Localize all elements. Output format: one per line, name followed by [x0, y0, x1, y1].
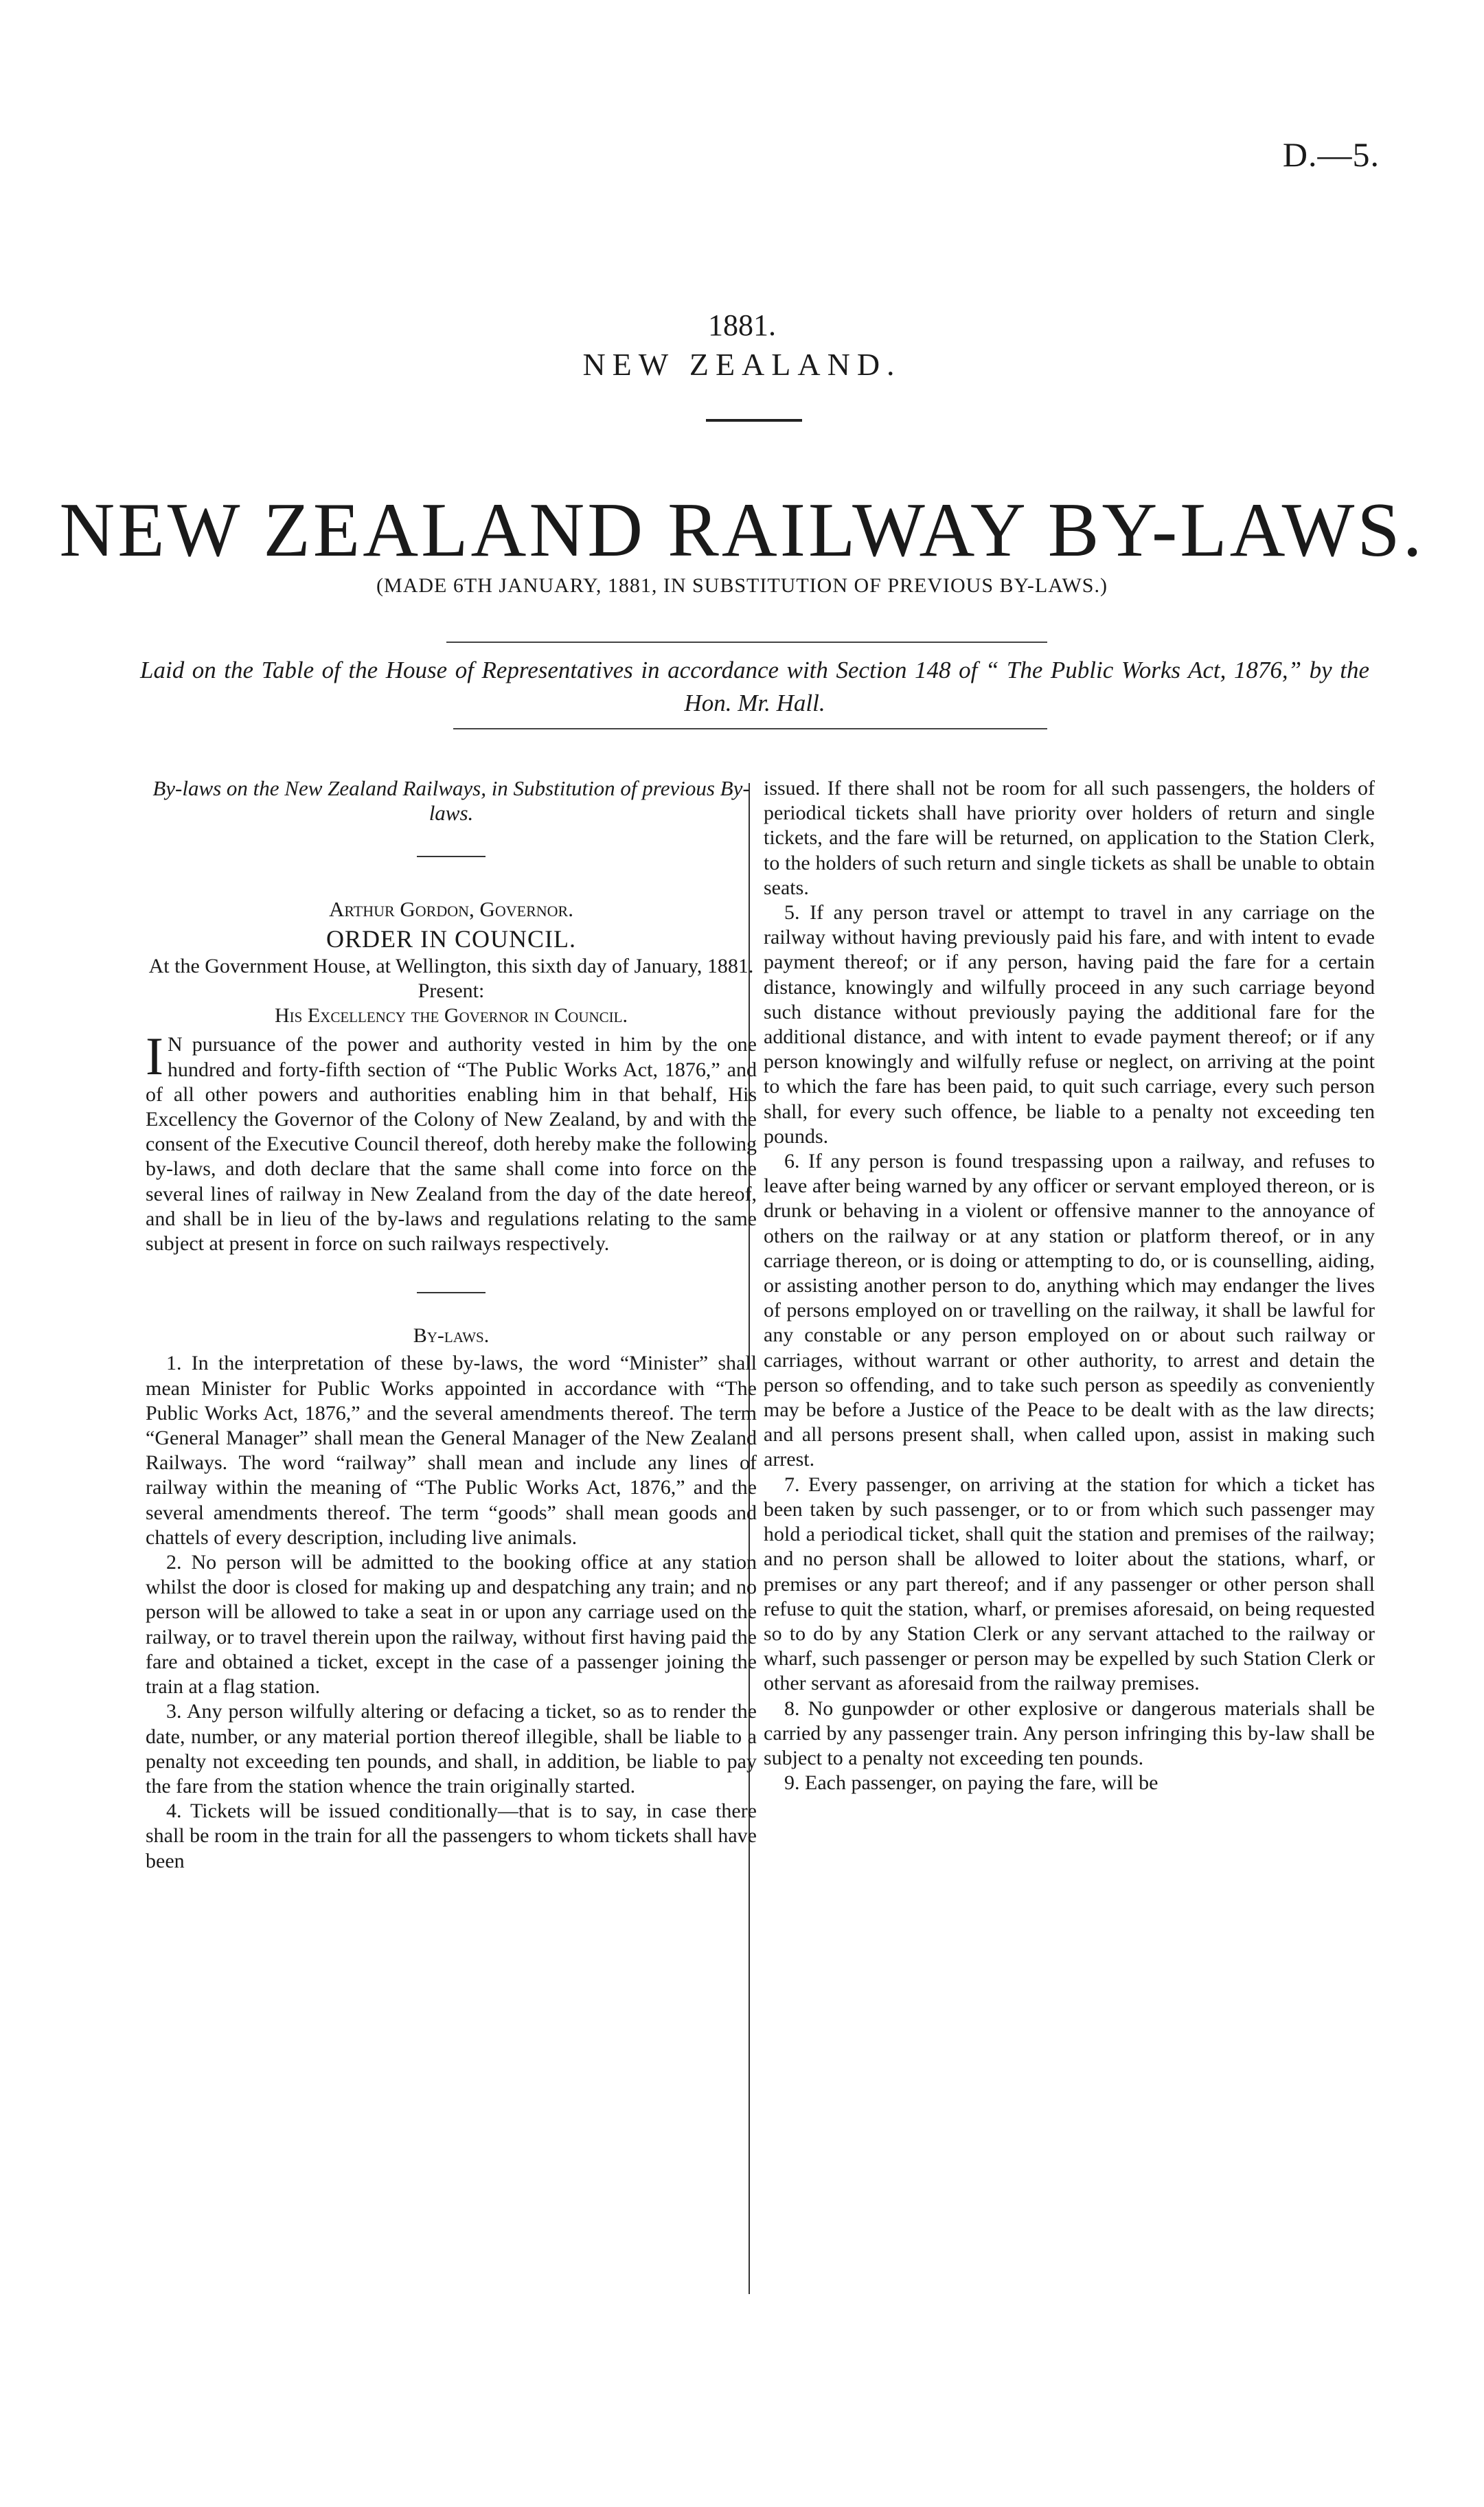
order-in-council-heading: ORDER IN COUNCIL.: [326, 924, 576, 953]
bylaws-heading: By-laws.: [413, 1324, 490, 1348]
short-rule: [417, 856, 486, 857]
document-title: NEW ZEALAND RAILWAY BY-LAWS.: [59, 488, 1425, 573]
bylaw-5: 5. If any person travel or attempt to travel in any carriage on the railway without having previously paid his fare, and with intent to evade payment thereof; or if any person, having paid the fare for a certain distance, knowingly and wilfully proceed in any such carriage beyond such distance without previously paying the additional fare for the additional distance, and with intent to evade payment thereof; or if any person knowingly and wilfully refuse or neglect, on arriving at the point to which the fare has been paid, to quit such carriage, every such person shall, for every such offence, be liable to a penalty not exceeding ten pounds.: [764, 901, 1375, 1148]
bylaw-9-start: 9. Each passenger, on paying the fare, will be: [784, 1771, 1158, 1795]
bylaw-4-continued: issued. If there shall not be room for all such passengers, the holders of periodical tickets shall have priority over holders of return and single tickets, and the fare will be returned, on application to the Station Clerk, to the holders of such return and single tickets as shall be unable to obtain seats.: [764, 777, 1375, 899]
section-divider: [417, 1292, 486, 1293]
bylaw-1: 1. In the interpretation of these by-laws, the word “Minister” shall mean Minister for Public Works appointed in accordance with “The Public Works Act, 1876,” and the several amendments thereof. The term “General Manager” shall mean the General Manager of the New Zealand Railways. The word “railway” shall mean and include any lines of railway within the meaning of “The Public Works Act, 1876,” and the several amendments thereof. The term “goods” shall mean goods and chattels of every description, including live animals.: [146, 1352, 757, 1549]
bylaws-substitution-heading: By-laws on the New Zealand Railways, in Substitution of previous By-laws.: [152, 776, 750, 826]
governor-signature: Arthur Gordon, Governor.: [329, 897, 573, 922]
laid-on-table-note: Laid on the Table of the House of Representatives in accordance with Section 148 of “ The Public Works Act, 1876,” by the Hon. Mr. Hall.: [140, 657, 1369, 716]
right-column: [764, 776, 1375, 1795]
document-year: 1881.: [708, 308, 776, 342]
bylaw-7: 7. Every passenger, on arriving at the station for which a ticket has been taken by such passenger, or to or from which such passenger may hold a periodical ticket, shall quit the station and premises of the railway; and no person shall be allowed to loiter about the stations, wharf, or premises or any part thereof; and if any passenger or other person shall refuse to quit the station, wharf, or premises aforesaid, on being requested so to do by any Station Clerk or any servant attached to the railway or wharf, such passenger or person may be expelled by such Station Clerk or other servant as aforesaid from the railway premises.: [764, 1473, 1375, 1695]
preamble-paragraph: IN pursuance of the power and authority vested in him by the one hundred and forty-fifth section of “The Public Works Act, 1876,” and of all other powers and authorities enabling him in that behalf, His Excellency the Governor of the Colony of New Zealand, by and with the consent of the Executive Council thereof, doth hereby make the following by-laws, and doth declare that the same shall come into force on the several lines of railway in New Zealand from the day of the date hereof, and shall be in lieu of the by-laws and regulations relating to the same subject at present in force on such railways respectively.: [146, 1026, 757, 1256]
bylaw-2: 2. No person will be admitted to the booking office at any station whilst the door is closed for making up and despatching any train; and no person will be allowed to take a seat in or upon any carriage used on the railway, or to travel therein upon the railway, without first having paid the fare and obtained a ticket, except in the case of a passenger joining the train at a flag station.: [146, 1551, 757, 1699]
laid-bottom-rule: [453, 728, 1047, 729]
present-label: Present:: [418, 979, 485, 1003]
excellency-line: His Excellency the Governor in Council.: [275, 1004, 628, 1028]
bylaw-6: 6. If any person is found trespassing upon a railway, and refuses to leave after being warned by any officer or servant employed thereon, or is drunk or behaving in a violent or offensive manner to the annoyance of others on the railway or at any station or platform thereof, or in any carriage thereon, or is doing or attempting to do, or is counselling, aiding, or assisting another person to do, anything which may endanger the lives of persons employed on or travelling on the railway, it shall be lawful for any constable or any person employed on or about such railway or carriages, without warrant or other authority, to arrest and detain the person so offending, and to take such person as speedily as conveniently may be before a Justice of the Peace to be dealt with as the law directs; and all persons present shall, when called upon, assist in making such arrest.: [764, 1150, 1375, 1471]
laid-top-rule: [446, 642, 1047, 643]
bylaw-8: 8. No gunpowder or other explosive or dangerous materials shall be carried by any passenger train. Any person infringing this by-law shall be subject to a penalty not exceeding ten pounds.: [764, 1697, 1375, 1769]
country-heading: NEW ZEALAND.: [582, 347, 902, 382]
document-subtitle: (MADE 6TH JANUARY, 1881, IN SUBSTITUTION OF PREVIOUS BY-LAWS.): [376, 574, 1108, 597]
title-divider: [706, 419, 802, 422]
bylaw-3: 3. Any person wilfully altering or defacing a ticket, so as to render the date, number, or any material portion thereof illegible, shall be liable to a penalty not exceeding ten pounds, and shall, in addition, be liable to pay the fare from the station whence the train originally started.: [146, 1700, 757, 1797]
page-identifier: D.—5.: [1282, 135, 1380, 174]
left-column: [146, 776, 757, 1874]
bylaw-4-start: 4. Tickets will be issued conditionally—that is to say, in case there shall be room in the train for all the passengers to whom tickets shall have been: [146, 1800, 757, 1872]
location-date: At the Government House, at Wellington, this sixth day of January, 1881.: [148, 954, 754, 977]
